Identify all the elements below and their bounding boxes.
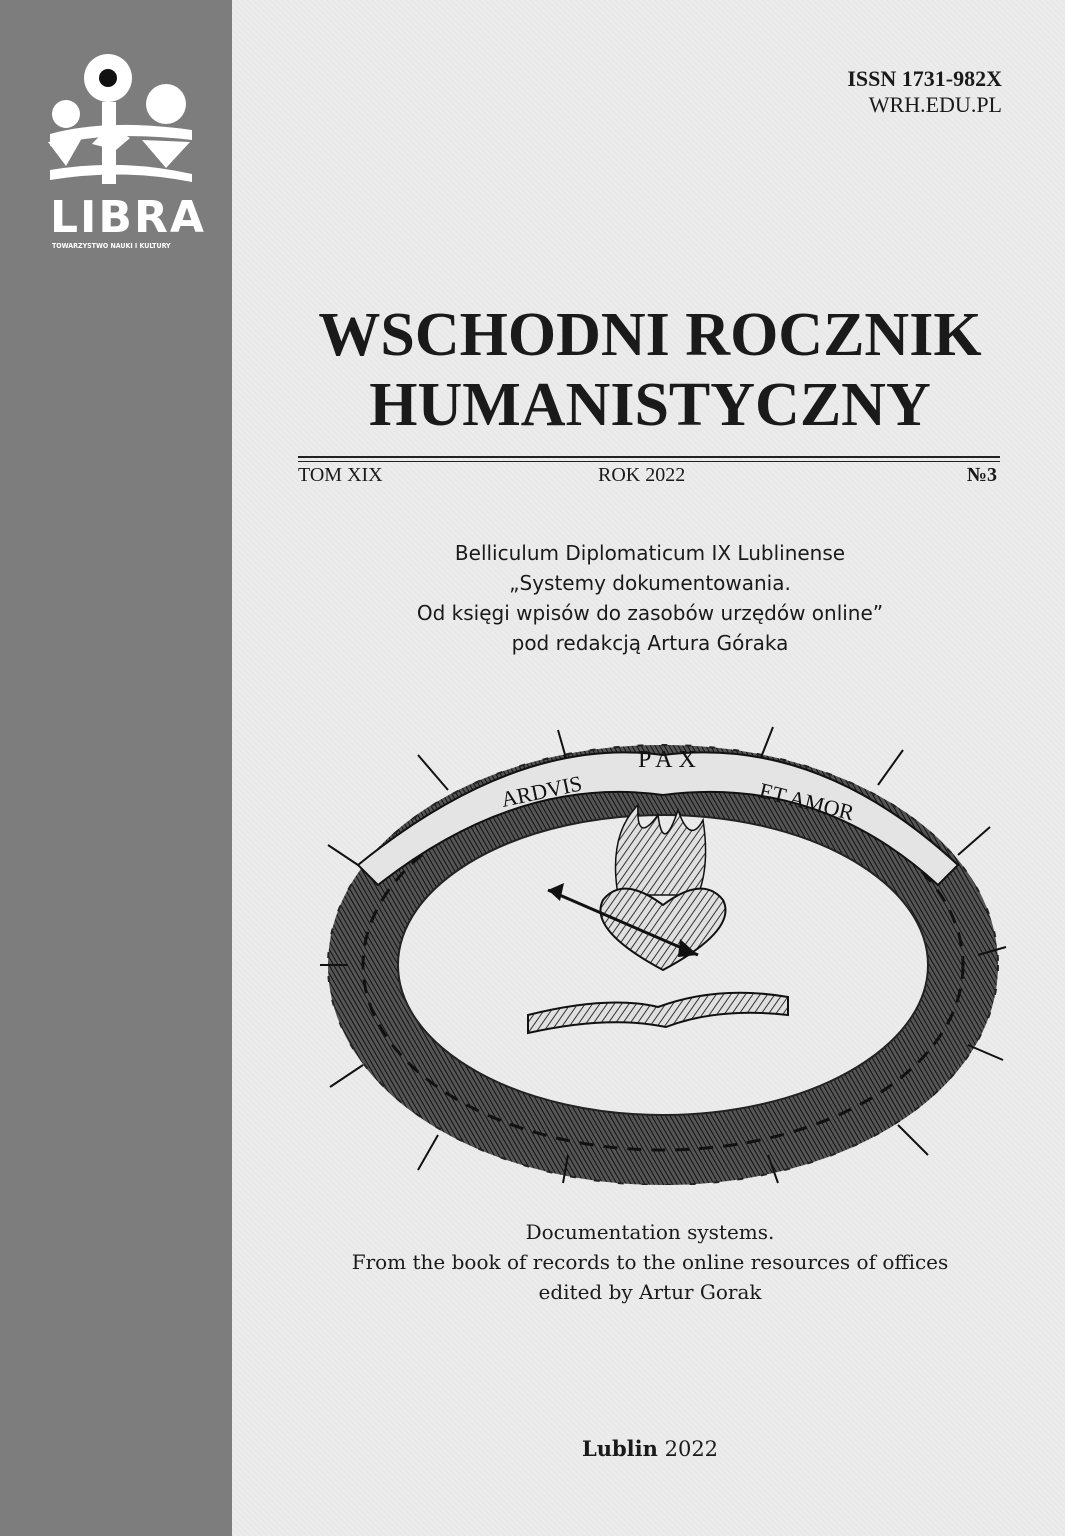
subtitle-en-line: From the book of records to the online resources of offices xyxy=(351,1250,949,1274)
logo-wordmark: LIBRA xyxy=(50,192,206,243)
banner-text-center: PAX xyxy=(638,747,702,773)
libra-logo xyxy=(42,48,206,268)
banner-text-left: ARDVIS xyxy=(498,770,585,812)
title-line-1: WSCHODNI ROCZNIK xyxy=(318,301,982,369)
issn-block xyxy=(847,66,1002,118)
libra-logo-icon xyxy=(42,48,202,198)
issue-number: №3 xyxy=(966,464,997,486)
subtitle-en-line: Documentation systems. xyxy=(525,1220,775,1244)
title-rule xyxy=(298,456,1000,458)
english-subtitle xyxy=(290,1217,1010,1307)
imprint-year: 2022 xyxy=(664,1437,719,1461)
banner-text-right: ET AMOR xyxy=(756,777,857,826)
title-line-2: HUMANISTYCZNY xyxy=(369,371,931,439)
volume-label: TOM XIX xyxy=(298,464,383,486)
subtitle-pl-line: „Systemy dokumentowania. xyxy=(509,571,791,595)
cover-sidebar xyxy=(0,0,232,1536)
website-link[interactable]: WRH.EDU.PL xyxy=(868,92,1002,117)
subtitle-pl-line: Belliculum Diplomaticum IX Lublinense xyxy=(454,541,846,565)
heart-icon xyxy=(601,889,726,970)
subtitle-en-line: edited by Artur Gorak xyxy=(538,1280,762,1304)
title-rule-thin xyxy=(298,461,1000,462)
subtitle-pl-line: pod redakcją Artura Góraka xyxy=(511,631,789,655)
year-label: ROK 2022 xyxy=(598,464,686,486)
imprint xyxy=(290,1436,1010,1461)
flame-icon xyxy=(616,805,706,895)
logo-tagline: TOWARZYSTWO NAUKI I KULTURY xyxy=(52,242,171,250)
polish-subtitle xyxy=(290,538,1010,658)
handshake-icon xyxy=(528,993,788,1033)
journal-title xyxy=(290,300,1010,440)
thorn-wreath-emblem xyxy=(318,715,1008,1185)
subtitle-pl-line: Od księgi wpisów do zasobów urzędów online” xyxy=(416,601,884,625)
issn-number: ISSN 1731-982X xyxy=(847,66,1002,91)
imprint-city: Lublin xyxy=(581,1436,658,1461)
